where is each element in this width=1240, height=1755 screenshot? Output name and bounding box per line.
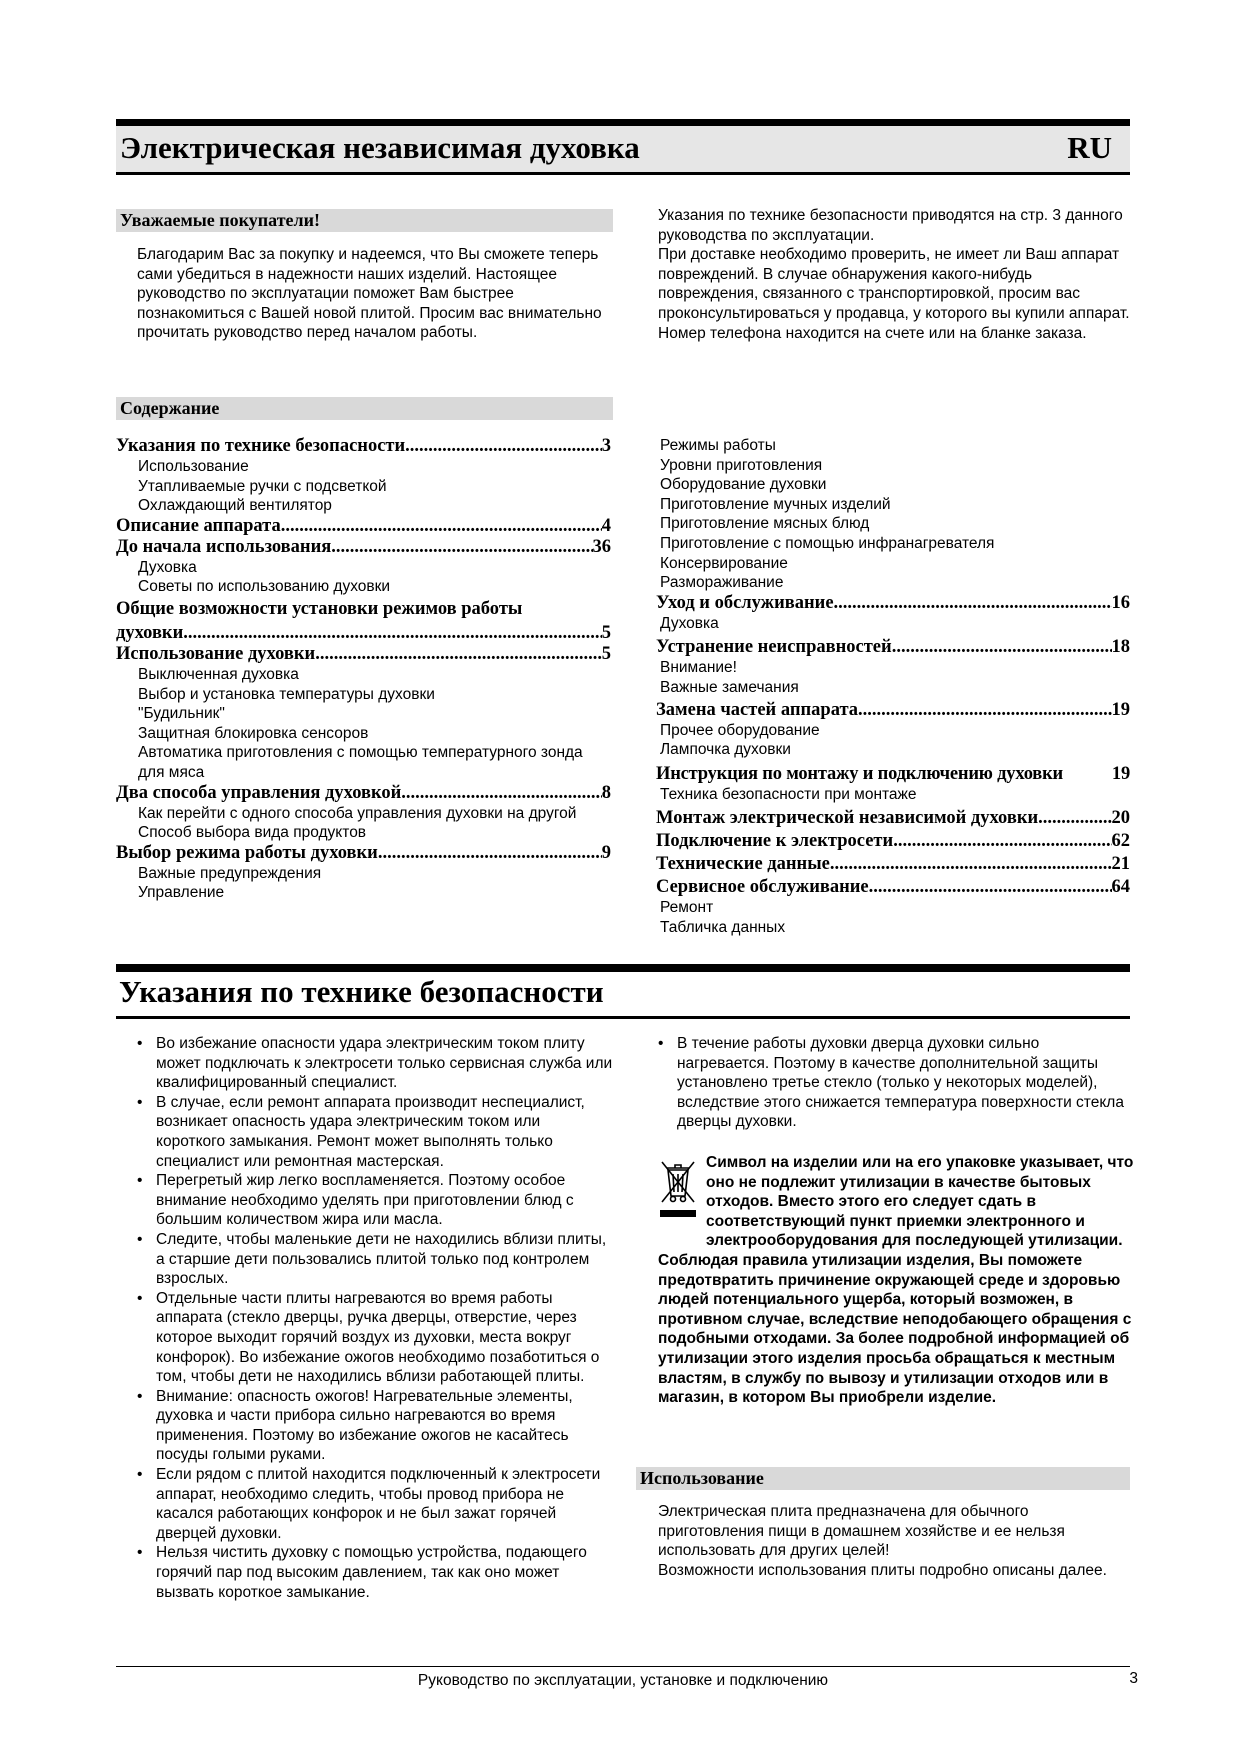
toc-subentry[interactable]: Приготовление мучных изделий	[660, 495, 891, 513]
toc-entry[interactable]: До начала использования ..... 36	[116, 537, 611, 558]
toc-entry[interactable]: Указания по технике безопасности ..... 3	[116, 436, 611, 457]
toc-subentry[interactable]: Табличка данных	[660, 918, 786, 936]
toc-entry[interactable]: Использование духовки ..... 5	[116, 644, 611, 665]
page-number: 3	[1129, 1670, 1138, 1687]
weee-icon-space	[658, 1153, 706, 1237]
weee-text-content: Символ на изделии или на его упаковке указывает, что оно не подлежит утилизации в качестве бытовых отходов. Вместо этого его следует сдать в соответствующий пункт приемки электронного и электрооборудования для последующей утилизации. Соблюдая правила утилизации изделия, Вы поможете предотвратить причинение окружающей среде и здоровью людей потенциального ущерба, который возможен, в противном случае, вследствие неподобающего обращения с подобными отходами. За более подробной информацией об утилизации этого изделия просьба обращаться к местным властям, в службу по вывозу и утилизации отходов или в магазин, в котором Вы приобрели изделие.	[658, 1154, 1134, 1407]
usage-text: Электрическая плита предназначена для обычного приготовления пищи в домашнем хозяйстве и ее нельзя использовать для других целей! Возможности использования плиты подробно описаны далее.	[658, 1503, 1107, 1579]
toc-subentry[interactable]: Советы по использованию духовки	[138, 578, 391, 596]
toc-entry[interactable]: духовки ..... 5	[116, 620, 611, 644]
weee-disposal-text	[658, 1153, 1138, 1408]
toc-entry[interactable]: Монтаж электрической независимой духовки ..... 20	[656, 804, 1130, 829]
toc-entry[interactable]: Сервисное обслуживание ..... 64	[656, 875, 1130, 898]
toc-subentry[interactable]: Как перейти с одного способа управления духовки на другой	[138, 804, 577, 822]
toc-entry[interactable]: Описание аппарата ..... 4	[116, 516, 611, 537]
toc-subentry[interactable]: Способ выбора вида продуктов	[138, 824, 367, 842]
toc-subentry[interactable]: Выключенная духовка	[138, 665, 299, 683]
usage-heading: Использование	[636, 1467, 1130, 1490]
toc-entry[interactable]: Два способа управления духовкой ..... 8	[116, 783, 611, 804]
toc-subentry[interactable]: Ремонт	[660, 899, 714, 917]
toc-subentry[interactable]: Охлаждающий вентилятор	[138, 497, 332, 515]
toc-subentry[interactable]: Важные предупреждения	[138, 864, 322, 882]
footer-text: Руководство по эксплуатации, установке и подключению	[417, 1672, 829, 1689]
customers-heading: Уважаемые покупатели!	[116, 209, 613, 232]
toc-entry-line1[interactable]: Общие возможности установки режимов работы	[116, 598, 523, 619]
toc-subentry[interactable]: Техника безопасности при монтаже	[660, 785, 917, 803]
toc-subentry[interactable]: Управление	[138, 884, 225, 902]
footer-rule	[116, 1666, 1130, 1667]
list-item: • В течение работы духовки дверца духовки сильно нагревается. Поэтому в качестве дополнительной защиты установлено третье стекло (только у некоторых моделей), вследствие этого снижается температура поверхности стекла дверцы духовки.	[658, 1034, 1130, 1132]
toc-right-column	[656, 436, 1130, 938]
toc-subentry[interactable]: Важные замечания	[660, 678, 799, 696]
toc-subentry[interactable]: Внимание!	[660, 659, 737, 677]
list-item: • Внимание: опасность ожогов! Нагревательные элементы, духовка и части прибора сильно нагреваются во время применения. Поэтому во избежание ожогов не касайтесь посуды голыми руками.	[137, 1387, 613, 1465]
toc-subentry[interactable]: Духовка	[138, 558, 197, 576]
toc-entry[interactable]: Подключение к электросети ..... 62	[656, 829, 1130, 852]
toc-subentry[interactable]: Консервирование	[660, 554, 788, 572]
header-top-rule	[116, 119, 1130, 126]
toc-subentry[interactable]: Автоматика приготовления с помощью температурного зонда для мяса	[138, 744, 583, 781]
toc-left-column	[116, 436, 611, 903]
list-item: • Во избежание опасности удара электрическим током плиту может подключать к электросети только сервисная служба или квалифицированный специалист.	[137, 1034, 613, 1093]
toc-entry[interactable]: Замена частей аппарата ..... 19	[656, 698, 1130, 721]
language-code: RU	[1067, 130, 1112, 165]
list-item: • Следите, чтобы маленькие дети не находились вблизи плиты, а старшие дети пользовались плитой только под контролем взрослых.	[137, 1230, 613, 1289]
toc-subentry[interactable]: Выбор и установка температуры духовки	[138, 685, 435, 703]
toc-entry[interactable]: Уход и обслуживание ..... 16	[656, 593, 1130, 614]
customers-text: Благодарим Вас за покупку и надеемся, что Вы сможете теперь сами убедиться в надежности наших изделий. Настоящее руководство по эксплуатации поможет Вам быстрее познакомиться с Вашей новой плитой. Просим вас внимательно прочитать руководство перед началом работы.	[137, 246, 602, 342]
toc-subentry[interactable]: Лампочка духовки	[660, 741, 791, 759]
toc-subentry[interactable]: Утапливаемые ручки с подсветкой	[138, 477, 387, 495]
toc-subentry[interactable]: Прочее оборудование	[660, 721, 820, 739]
intro-right-text: Указания по технике безопасности приводятся на стр. 3 данного руководства по эксплуатации. При доставке необходимо проверить, не имеет ли Ваш аппарат повреждений. В случае обнаружения какого-нибудь повреждения, связанного с транспортировкой, просим вас проконсультироваться у продавца, у которого вы купили аппарат. Номер телефона находится на счете или на бланке заказа.	[658, 207, 1130, 342]
list-item: • Если рядом с плитой находится подключенный к электросети аппарат, необходимо следить, чтобы провод прибора не касался работающих конфорок и не был зажат горячей дверцей духовки.	[137, 1465, 613, 1543]
list-item: • Нельзя чистить духовку с помощью устройства, подающего горячий пар под высоким давлением, так как оно может вызвать короткое замыкание.	[137, 1543, 613, 1602]
toc-subentry[interactable]: Приготовление с помощью инфранагревателя	[660, 534, 995, 552]
toc-entry[interactable]: Выбор режима работы духовки ..... 9	[116, 843, 611, 864]
toc-subentry[interactable]: "Будильник"	[138, 705, 225, 723]
toc-subentry[interactable]: Режимы работы	[660, 437, 776, 454]
safety-heading-bar	[116, 974, 1130, 1019]
list-item: • Отдельные части плиты нагреваются во время работы аппарата (стекло дверцы, ручка дверцы, отверстие, через которое выходит горячий воздух из духовки, места вокруг конфорок). Во избежание ожогов необходимо позаботиться о том, чтобы дети не находились вблизи работающей плиты.	[137, 1289, 613, 1387]
safety-heading: Указания по технике безопасности	[119, 974, 604, 1009]
toc-entry[interactable]: Устранение неисправностей ..... 18	[656, 633, 1130, 658]
list-item: • Перегретый жир легко воспламеняется. Поэтому особое внимание необходимо уделять при приготовлении блюд с большим количеством жира или масла.	[137, 1171, 613, 1230]
toc-subentry[interactable]: Защитная блокировка сенсоров	[138, 724, 369, 742]
toc-subentry[interactable]: Уровни приготовления	[660, 456, 823, 474]
toc-subentry[interactable]: Использование	[138, 458, 249, 475]
toc-subentry[interactable]: Размораживание	[660, 574, 784, 592]
contents-heading: Содержание	[116, 397, 613, 420]
page-header	[116, 126, 1130, 175]
page-title: Электрическая независимая духовка	[120, 130, 640, 165]
toc-subentry[interactable]: Оборудование духовки	[660, 476, 827, 494]
list-item: • В случае, если ремонт аппарата производит неспециалист, возникает опасность удара электрическим током или короткого замыкания. Ремонт может выполнять только специалист или ремонтная мастерская.	[137, 1093, 613, 1171]
toc-entry[interactable]: Инструкция по монтажу и подключению духовки 19	[656, 763, 1130, 784]
toc-subentry[interactable]: Духовка	[660, 614, 719, 632]
section-rule	[116, 964, 1130, 972]
safety-bullets-left	[137, 1034, 613, 1602]
toc-entry[interactable]: Технические данные ..... 21	[656, 852, 1130, 875]
toc-subentry[interactable]: Приготовление мясных блюд	[660, 515, 870, 533]
safety-bullets-right	[658, 1034, 1130, 1132]
